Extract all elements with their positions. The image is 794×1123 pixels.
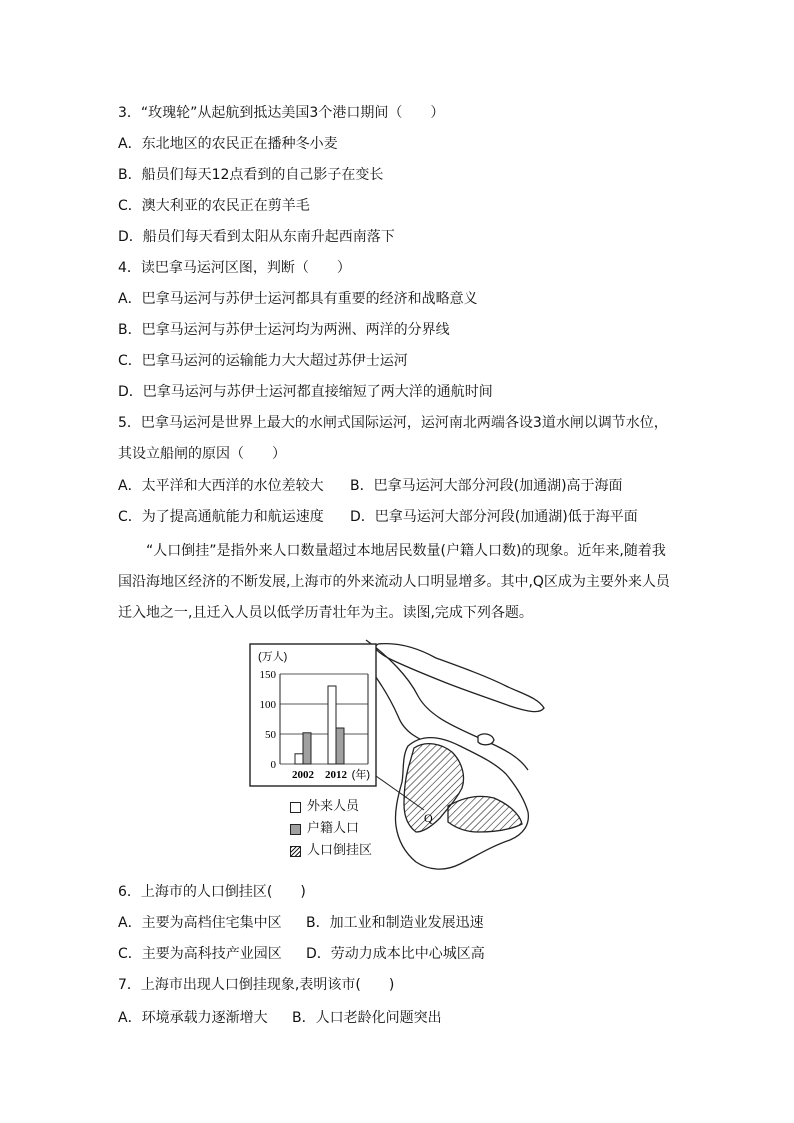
bar-immigrants	[295, 754, 303, 764]
q4-option-a: A．巴拿马运河与苏伊士运河都具有重要的经济和战略意义	[118, 291, 478, 307]
q5-stem-line1: 5．巴拿马运河是世界上最大的水闸式国际运河，运河南北两端各设3道水闸以调节水位，	[118, 415, 668, 431]
q6-option-c: C．主要为高科技产业园区	[118, 946, 282, 962]
y-tick-label: 0	[270, 759, 276, 771]
q4-option-d: D．巴拿马运河与苏伊士运河都直接缩短了两大洋的通航时间	[118, 384, 493, 400]
q4-stem: 4．读巴拿马运河区图，判断（ ）	[118, 260, 351, 276]
legend-swatch-gray	[290, 824, 301, 835]
q6-stem: 6．上海市的人口倒挂区( )	[118, 884, 306, 900]
q6-option-a: A．主要为高档住宅集中区	[118, 915, 282, 931]
legend-label: 人口倒挂区	[307, 843, 373, 858]
y-tick-label: 150	[259, 669, 276, 681]
q3-option-c: C．澳大利亚的农民正在剪羊毛	[118, 198, 310, 214]
q3-stem: 3．“玫瑰轮”从起航到抵达美国3个港口期间（ ）	[118, 105, 445, 121]
x-tick-label: 2012	[325, 769, 347, 781]
x-tick-label: 2002	[292, 769, 314, 781]
q5-stem-line2: 其设立船闸的原因（ ）	[118, 446, 286, 462]
chongming-island	[376, 644, 544, 712]
q7-stem: 7．上海市出现人口倒挂现象,表明该市( )	[118, 977, 395, 993]
x-unit-label: (年)	[351, 769, 370, 781]
figure-population-inversion	[248, 636, 568, 876]
q5-option-b: B．巴拿马运河大部分河段(加通湖)高于海面	[350, 478, 623, 494]
legend-swatch-white	[290, 802, 301, 813]
q4-option-c: C．巴拿马运河的运输能力大大超过苏伊士运河	[118, 353, 408, 369]
q6-option-b: B．加工业和制造业发展迅速	[306, 915, 484, 931]
q5-option-c: C．为了提高通航能力和航运速度	[118, 509, 324, 525]
q5-option-a: A．太平洋和大西洋的水位差较大	[118, 478, 324, 494]
legend-label: 外来人员	[307, 799, 360, 814]
q6-options-row2	[118, 945, 485, 963]
legend-item-inversion-area	[290, 840, 372, 862]
q3-option-d: D．船员们每天看到太阳从东南升起西南落下	[118, 229, 395, 245]
legend	[290, 796, 372, 862]
q4-option-b: B．巴拿马运河与苏伊士运河均为两洲、两洋的分界线	[118, 322, 450, 338]
q6-option-d: D．劳动力成本比中心城区高	[306, 946, 485, 962]
legend-item-registered	[290, 818, 372, 840]
bar-registered	[303, 733, 311, 764]
q7-options-row1	[118, 1009, 442, 1027]
y-tick-label: 100	[259, 699, 276, 711]
legend-label: 户籍人口	[307, 821, 360, 836]
legend-item-immigrants	[290, 796, 372, 818]
q5-options-row2	[118, 508, 638, 526]
q5-option-d: D．巴拿马运河大部分河段(加通湖)低于海平面	[350, 509, 638, 525]
small-island	[478, 734, 494, 745]
bar-registered	[336, 728, 344, 764]
legend-swatch-hatch	[290, 846, 301, 857]
q3-option-a: A．东北地区的农民正在播种冬小麦	[118, 136, 338, 152]
mainland-north-shore	[368, 666, 438, 746]
q7-option-a: A．环境承载力逐渐增大	[118, 1010, 268, 1026]
y-tick-label: 50	[265, 729, 276, 741]
y-unit-label: (万人)	[258, 651, 288, 663]
q6-options-row1	[118, 914, 484, 932]
shanghai-map	[366, 640, 544, 869]
bar-immigrants	[328, 686, 336, 764]
q3-option-b: B．船员们每天12点看到的自己影子在变长	[118, 167, 384, 183]
chart-frame	[250, 644, 376, 786]
q-label: Q	[424, 811, 433, 825]
q7-option-b: B．人口老龄化问题突出	[292, 1010, 442, 1026]
q5-options-row1	[118, 477, 623, 495]
intro-paragraph: “人口倒挂”是指外来人口数量超过本地居民数量(户籍人口数)的现象。近年来,随着我国沿海地区经济的不断发展,上海市的外来流动人口明显增多。其中,Q区成为主要外来人员迁入地之一,且迁入人员以低学历青壮年为主。读图,完成下列各题。	[118, 543, 670, 621]
